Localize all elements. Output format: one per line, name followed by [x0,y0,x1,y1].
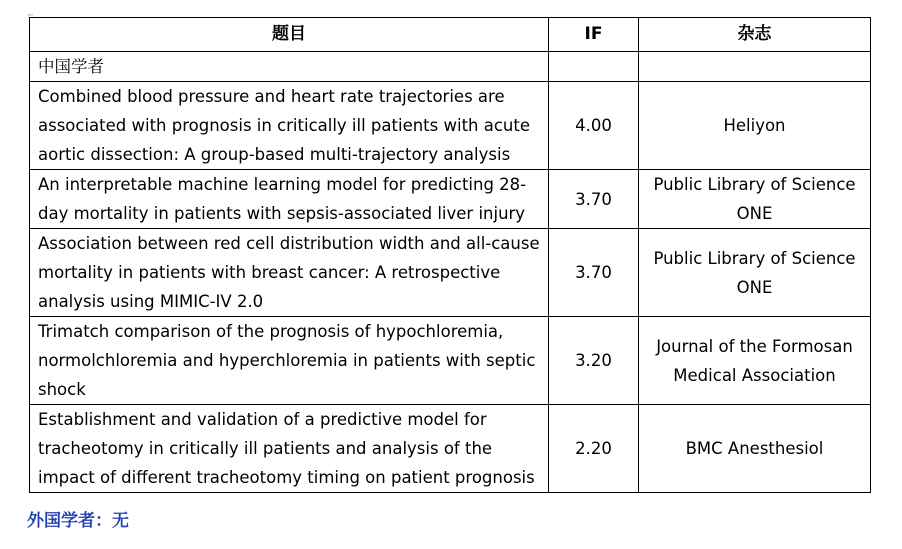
foreign-scholars-note: 外国学者：无 [27,511,129,531]
table-row [30,405,871,493]
table-header-row [30,18,871,52]
journal-name: BMC Anesthesiol [639,405,871,493]
paragraph-mark: ⌐ [27,11,34,20]
table-row [30,82,871,170]
section-label: 中国学者 [30,52,549,82]
paper-title: Association between red cell distribution width and all-cause mortality in patients with breast cancer: A retrospective analysis using MIMIC-IV 2.0 [30,229,549,317]
impact-factor: 3.70 [549,170,639,229]
section-empty-journal [639,52,871,82]
table-row [30,229,871,317]
paper-title: Establishment and validation of a predictive model for tracheotomy in critically ill patients and analysis of the impact of different tracheotomy timing on patient prognosis [30,405,549,493]
section-row [30,52,871,82]
journal-name: Public Library of Science ONE [639,170,871,229]
table-row [30,170,871,229]
section-empty-if [549,52,639,82]
impact-factor: 3.70 [549,229,639,317]
paper-title: Combined blood pressure and heart rate trajectories are associated with prognosis in critically ill patients with acute aortic dissection: A group-based multi-trajectory analysis [30,82,549,170]
header-journal: 杂志 [639,18,871,52]
journal-name: Public Library of Science ONE [639,229,871,317]
journal-name: Journal of the Formosan Medical Association [639,317,871,405]
impact-factor: 3.20 [549,317,639,405]
journal-name: Heliyon [639,82,871,170]
papers-table [29,17,871,493]
paper-title: Trimatch comparison of the prognosis of hypochloremia, normolchloremia and hyperchloremia in patients with septic shock [30,317,549,405]
header-title: 题目 [30,18,549,52]
impact-factor: 4.00 [549,82,639,170]
header-if: IF [549,18,639,52]
table-row [30,317,871,405]
paper-title: An interpretable machine learning model for predicting 28-day mortality in patients with sepsis-associated liver injury [30,170,549,229]
impact-factor: 2.20 [549,405,639,493]
